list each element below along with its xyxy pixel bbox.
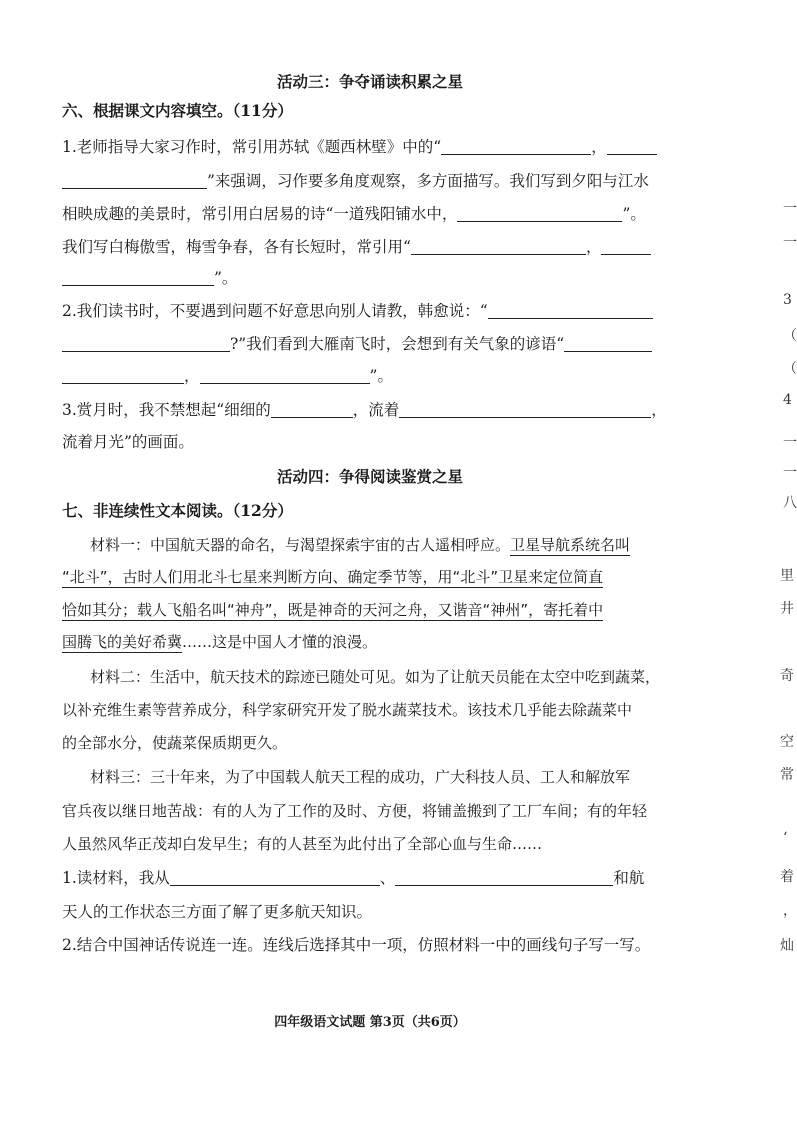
material1-line1: 材料一：中国航天器的命名，与渴望探索宇宙的古人遥相呼应。卫星导航系统名叫 [90, 536, 631, 554]
s6-q2-line3: ， ”。 [62, 366, 393, 386]
fill-blank[interactable] [62, 172, 207, 189]
fill-blank[interactable] [399, 401, 651, 418]
s6-q1-line4: 我们写白梅傲雪，梅雪争春，各有长短时，常引用“ ， [62, 237, 651, 257]
underlined-sentence: 卫星导航系统名叫 [510, 536, 631, 554]
fill-blank[interactable] [62, 269, 214, 286]
fill-blank[interactable] [564, 335, 652, 352]
edge-char: （ [783, 361, 797, 377]
fill-blank[interactable] [271, 401, 353, 418]
edge-char: 一 [783, 201, 797, 217]
material3-line3: 人虽然风华正茂却白发早生；有的人甚至为此付出了全部心血与生命…… [62, 835, 543, 853]
s6-q3-line2: 流着月光”的画面。 [62, 433, 194, 451]
fill-blank[interactable] [395, 869, 613, 886]
edge-char: 八 [783, 495, 797, 511]
edge-char: （ [783, 328, 797, 344]
fill-blank[interactable] [441, 138, 591, 155]
material1-line2 [62, 567, 603, 587]
fill-blank[interactable] [411, 238, 586, 255]
edge-char: 一 [783, 235, 797, 251]
edge-char: 常 [780, 767, 794, 783]
edge-char: ‘ [783, 830, 788, 846]
section7-heading: 七、非连续性文本阅读。（12分） [62, 501, 293, 520]
material2-line3: 的全部水分，使蔬菜保质期更久。 [62, 734, 288, 752]
activity3-title: 活动三：争夺诵读积累之星 [276, 72, 463, 91]
s6-q1-line5: ”。 [62, 268, 237, 288]
fill-blank[interactable] [62, 367, 184, 384]
fill-blank[interactable] [601, 238, 651, 255]
fill-blank[interactable] [170, 869, 380, 886]
material3-line1: 材料三：三十年来，为了中国载人航天工程的成功，广大科技人员、工人和解放军 [90, 768, 631, 786]
s6-q1-line2: ”来强调，习作要多角度观察，多方面描写。我们写到夕阳与江水 [62, 171, 649, 191]
activity4-title: 活动四：争得阅读鉴赏之星 [276, 467, 463, 486]
s6-q2-line1: 2.我们读书时，不要遇到问题不好意思向别人请教，韩愈说：“ [62, 301, 653, 321]
fill-blank[interactable] [488, 302, 653, 319]
s6-q3-line1: 3.赏月时，我不禁想起“细细的 ，流着 ， [62, 401, 667, 419]
edge-char: 里 [780, 568, 794, 584]
material1-line3 [62, 600, 603, 620]
edge-char: 着 [780, 869, 794, 885]
page-footer: 四年级语文试题 第3页（共6页） [274, 1015, 466, 1030]
edge-char: ， [783, 903, 797, 919]
edge-char: 3 [783, 292, 792, 308]
edge-char: 奇 [780, 668, 794, 684]
material2-line2: 以补充维生素等营养成分，科学家研究开发了脱水蔬菜技术。该技术几乎能去除蔬菜中 [62, 701, 633, 719]
section6-heading: 六、根据课文内容填空。（11分） [62, 101, 293, 120]
s6-q1-line1: 1.老师指导大家习作时，常引用苏轼《题西林壁》中的“ ， [62, 137, 657, 157]
fill-blank[interactable] [62, 335, 230, 352]
material2-line1: 材料二：生活中，航天技术的踪迹已随处可见。如为了让航天员能在太空中吃到蔬菜， [90, 668, 661, 686]
edge-char: 4 [783, 392, 792, 408]
edge-char: 一 [783, 465, 797, 481]
fill-blank[interactable] [457, 205, 622, 222]
edge-char: 灿 [780, 938, 794, 954]
s7-q1-line2: 天人的工作状态三方面了解了更多航天知识。 [62, 903, 373, 921]
underlined-sentence: “北斗”，古时人们用北斗七星来判断方向、确定季节等，用“北斗”卫星来定位简直 [62, 568, 604, 586]
edge-char: 空 [780, 734, 794, 750]
s6-q1-line3: 相映成趣的美景时，常引用白居易的诗“一道残阳铺水中， ”。 [62, 205, 646, 223]
fill-blank[interactable] [607, 138, 657, 155]
fill-blank[interactable] [200, 367, 370, 384]
s6-q2-line2: ?”我们看到大雁南飞时，会想到有关气象的谚语“ [62, 334, 652, 354]
edge-char: 井 [780, 601, 794, 617]
underlined-sentence: 国腾飞的美好希冀 [62, 633, 183, 651]
s7-q2-line1: 2.结合中国神话传说连一连。连线后选择其中一项，仿照材料一中的画线句子写一写。 [62, 936, 651, 954]
underlined-sentence: 恰如其分；载人飞船名叫“神舟”，既是神奇的天河之舟，又谐音“神州”，寄托着中 [62, 601, 604, 619]
edge-char: 一 [783, 435, 797, 451]
s7-q1-line1: 1.读材料，我从 、 和航 [62, 869, 645, 887]
material3-line2: 官兵夜以继日地苦战：有的人为了工作的及时、方便，将铺盖搬到了工厂车间；有的年轻 [62, 802, 648, 820]
material1-line4: 国腾飞的美好希冀……这是中国人才懂的浪漫。 [62, 633, 378, 651]
